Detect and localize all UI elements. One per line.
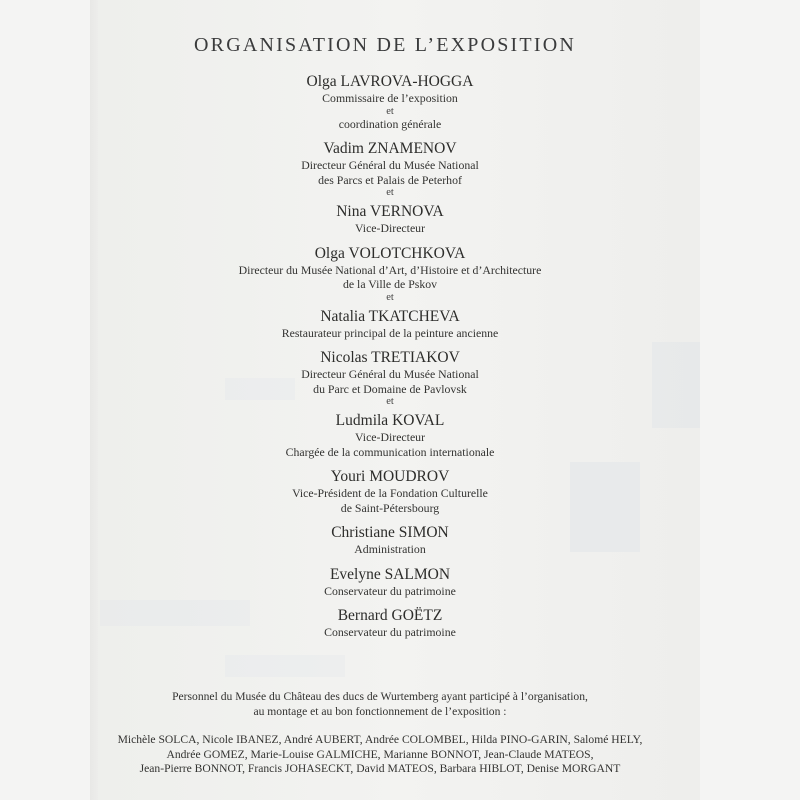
connector-text: et — [386, 396, 394, 407]
staff-names-line: Jean-Pierre BONNOT, Francis JOHASECKT, David MATEOS, Barbara HIBLOT, Denise MORGANT — [139, 762, 621, 775]
person-role: du Parc et Domaine de Pavlovsk — [313, 381, 467, 396]
connector-text: et — [386, 291, 394, 303]
connector-text: et — [386, 105, 394, 117]
person-name: Bernard GOËTZ — [337, 607, 443, 624]
person-role: de la Ville de Pskov — [342, 277, 438, 291]
person-name: Christiane SIMON — [331, 524, 449, 541]
person-role: Vice-Président de la Fondation Culturelle — [292, 486, 488, 500]
staff-names — [0, 733, 760, 777]
entry-znamenov — [0, 140, 780, 187]
entry-vernova — [0, 203, 780, 236]
person-role: Conservateur du patrimoine — [324, 583, 456, 598]
entry-goetz — [0, 607, 780, 640]
person-role: Directeur Général du Musée National — [301, 158, 479, 172]
person-role: Directeur du Musée National d’Art, d’Histoire et d’Architecture — [238, 262, 542, 277]
person-role: Conservateur du patrimoine — [324, 625, 456, 639]
person-role: coordination générale — [338, 116, 442, 131]
staff-names-line: Michèle SOLCA, Nicole IBANEZ, André AUBERT, Andrée COLOMBEL, Hilda PINO-GARIN, Salomé HELY, — [117, 733, 643, 746]
person-role: de Saint-Pétersbourg — [340, 500, 440, 515]
person-name: Olga VOLOTCHKOVA — [314, 244, 466, 262]
staff-intro — [0, 690, 760, 719]
entry-volotchkova — [0, 245, 780, 292]
entry-moudrov — [0, 468, 780, 515]
staff-intro-line: Personnel du Musée du Château des ducs de Wurtemberg ayant participé à l’organisation, — [172, 690, 588, 703]
person-name: Ludmila KOVAL — [335, 412, 445, 429]
entry-lavrova — [0, 73, 780, 131]
show-through-block-band — [225, 655, 345, 677]
person-role: Commissaire de l’exposition — [322, 91, 458, 105]
person-name: Youri MOUDROV — [330, 468, 450, 485]
staff-names-line: Andrée GOMEZ, Marie-Louise GALMICHE, Marianne BONNOT, Jean-Claude MATEOS, — [166, 747, 594, 761]
organisation-list — [0, 73, 780, 640]
person-name: Evelyne SALMON — [329, 565, 451, 583]
page-title: ORGANISATION DE L’EXPOSITION — [194, 34, 576, 56]
staff-intro-line: au montage et au bon fonctionnement de l’exposition : — [253, 704, 507, 718]
entry-koval — [0, 412, 780, 459]
entry-tkatcheva — [0, 308, 780, 341]
person-name: Vadim ZNAMENOV — [323, 140, 457, 157]
person-role: Vice-Directeur — [354, 430, 426, 444]
person-role: des Parcs et Palais de Peterhof — [318, 172, 462, 187]
person-role: Administration — [354, 542, 426, 556]
connector-text: et — [386, 187, 394, 198]
person-role: Chargée de la communication internationale — [285, 444, 495, 459]
person-name: Natalia TKATCHEVA — [320, 307, 460, 325]
entry-tretiakov — [0, 349, 780, 396]
person-name: Olga LAVROVA-HOGGA — [306, 73, 474, 90]
person-name: Nicolas TRETIAKOV — [320, 349, 460, 366]
entry-salmon — [0, 566, 780, 599]
person-name: Nina VERNOVA — [336, 203, 444, 220]
person-role: Restaurateur principal de la peinture ancienne — [281, 325, 499, 340]
person-role: Vice-Directeur — [354, 221, 426, 235]
entry-simon — [0, 524, 780, 557]
person-role: Directeur Général du Musée National — [301, 367, 479, 381]
